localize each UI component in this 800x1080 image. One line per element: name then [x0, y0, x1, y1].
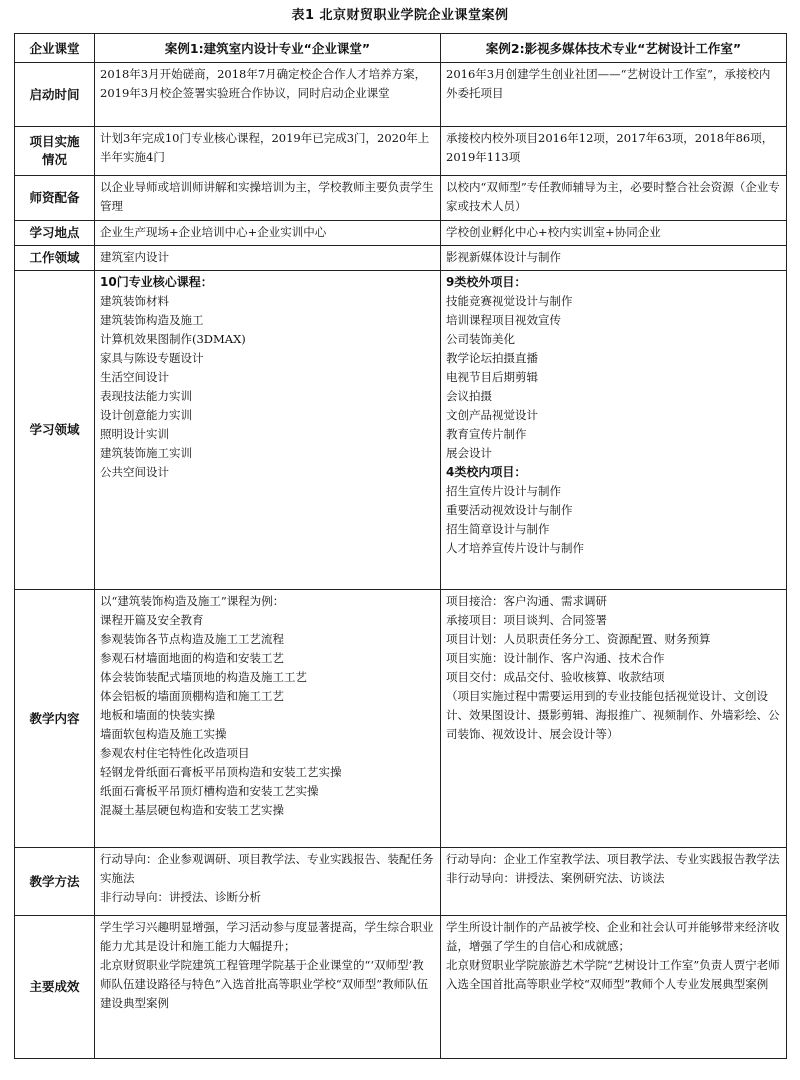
content-item: 墙面软包构造及施工实操 — [100, 727, 227, 741]
header-row — [15, 34, 787, 63]
content-item: 承接项目：项目谈判、合同签署 — [446, 613, 607, 627]
row-label: 启动时间 — [15, 63, 95, 127]
cell-case1 — [95, 590, 441, 848]
content-item: 项目交付：成品交付、验收核算、收款结项 — [446, 670, 665, 684]
project-item: 技能竞赛视觉设计与制作 — [446, 294, 573, 308]
project-item: 培训课程项目视效宣传 — [446, 313, 561, 327]
row-label-line: 项目实施 — [29, 134, 80, 149]
result-text: 北京财贸职业学院建筑工程管理学院基于企业课堂的“‘双师型’教师队伍建设路径与特色”入选首批高等职业学校“双师型”教师队伍建设典型案例 — [100, 958, 429, 1010]
external-projects-heading: 9类校外项目： — [446, 275, 527, 289]
cell-case2 — [441, 63, 787, 127]
project-item: 文创产品视觉设计 — [446, 408, 538, 422]
cell-case2: 学校创业孵化中心+校内实训室+协同企业 — [441, 221, 787, 246]
cell-text: 2016年3月创建学生创业社团——“艺树设计工作室”，承接校内外委托项目 — [446, 67, 771, 100]
content-item: 项目接洽：客户沟通、需求调研 — [446, 594, 607, 608]
row-work-field — [15, 246, 787, 271]
result-text: 学生学习兴趣明显增强，学习活动参与度显著提高，学生综合职业能力尤其是设计和施工能力大幅提升； — [100, 920, 434, 953]
project-item: 电视节目后期剪辑 — [446, 370, 538, 384]
row-learning-field — [15, 271, 787, 590]
project-item: 教育宣传片制作 — [446, 427, 527, 441]
content-item: 纸面石膏板平吊顶灯槽构造和安装工艺实操 — [100, 784, 319, 798]
project-item: 招生简章设计与制作 — [446, 522, 550, 536]
cell-text: 以企业导师或培训师讲解和实操培训为主，学校教师主要负责学生管理 — [100, 180, 434, 213]
content-item: 项目实施：设计制作、客户沟通、技术合作 — [446, 651, 665, 665]
method-action: 行动导向：企业工作室教学法、项目教学法、专业实践报告教学法 — [446, 852, 780, 866]
row-teachers — [15, 176, 787, 221]
course-item: 计算机效果图制作(3DMAX) — [100, 332, 246, 346]
content-item: 参观农村住宅特性化改造项目 — [100, 746, 250, 760]
course-item: 建筑装饰构造及施工 — [100, 313, 204, 327]
internal-projects-heading: 4类校内项目： — [446, 465, 527, 479]
cell-case1 — [95, 127, 441, 176]
project-item: 教学论坛拍摄直播 — [446, 351, 538, 365]
cell-case1 — [95, 63, 441, 127]
row-label: 教学内容 — [15, 590, 95, 848]
row-label: 教学方法 — [15, 848, 95, 916]
cell-case1 — [95, 176, 441, 221]
cell-text: 计划3年完成10门专业核心课程，2019年已完成3门，2020年上半年实施4门 — [100, 131, 430, 164]
courses-heading: 10门专业核心课程： — [100, 275, 213, 289]
course-item: 表现技法能力实训 — [100, 389, 192, 403]
method-non-action: 非行动导向：讲授法、诊断分析 — [100, 890, 261, 904]
project-item: 重要活动视效设计与制作 — [446, 503, 573, 517]
row-location — [15, 221, 787, 246]
row-label: 师资配备 — [15, 176, 95, 221]
header-case-2: 案例2:影视多媒体技术专业“艺树设计工作室” — [441, 34, 787, 63]
cell-case2 — [441, 271, 787, 590]
cell-text: 以校内“双师型”专任教师辅导为主，必要时整合社会资源（企业专家或技术人员） — [446, 180, 780, 213]
project-item: 展会设计 — [446, 446, 492, 460]
row-teaching-content — [15, 590, 787, 848]
project-item: 招生宣传片设计与制作 — [446, 484, 561, 498]
content-item: 地板和墙面的快装实操 — [100, 708, 215, 722]
content-item: 以“建筑装饰构造及施工”课程为例： — [100, 594, 285, 608]
content-item: 体会装饰装配式墙顶地的构造及施工工艺 — [100, 670, 307, 684]
row-project — [15, 127, 787, 176]
row-label: 工作领域 — [15, 246, 95, 271]
row-label: 主要成效 — [15, 916, 95, 1059]
header-case-1: 案例1:建筑室内设计专业“企业课堂” — [95, 34, 441, 63]
cell-text: 2018年3月开始磋商，2018年7月确定校企合作人才培养方案，2019年3月校企签署实验班合作协议，同时启动企业课堂 — [100, 67, 427, 100]
row-label: 学习领域 — [15, 271, 95, 590]
row-label-line: 情况 — [41, 152, 67, 167]
header-enterprise-class: 企业课堂 — [15, 34, 95, 63]
cell-case2 — [441, 590, 787, 848]
course-item: 照明设计实训 — [100, 427, 169, 441]
cell-case1: 企业生产现场+企业培训中心+企业实训中心 — [95, 221, 441, 246]
content-note: （项目实施过程中需要运用到的专业技能包括视觉设计、文创设计、效果图设计、摄影剪辑、海报推广、视频制作、外墙彩绘、公司装饰、视效设计、展会设计等） — [446, 689, 780, 741]
cell-case1 — [95, 916, 441, 1059]
cell-case1: 建筑室内设计 — [95, 246, 441, 271]
content-item: 混凝土基层硬包构造和安装工艺实操 — [100, 803, 284, 817]
row-teaching-method — [15, 848, 787, 916]
cell-case1 — [95, 271, 441, 590]
content-item: 课程开篇及安全教育 — [100, 613, 204, 627]
cell-case1 — [95, 848, 441, 916]
cell-case2 — [441, 848, 787, 916]
content-item: 项目计划：人员职责任务分工、资源配置、财务预算 — [446, 632, 711, 646]
course-item: 建筑装饰施工实训 — [100, 446, 192, 460]
cell-text: 承接校内校外项目2016年12项，2017年63项，2018年86项，2019年113项 — [446, 131, 774, 164]
case-table — [14, 33, 787, 1059]
project-item: 会议拍摄 — [446, 389, 492, 403]
result-text: 学生所设计制作的产品被学校、企业和社会认可并能够带来经济收益，增强了学生的自信心和成就感； — [446, 920, 780, 953]
row-start-time — [15, 63, 787, 127]
project-item: 人才培养宣传片设计与制作 — [446, 541, 584, 555]
table-title: 表1 北京财贸职业学院企业课堂案例 — [291, 8, 509, 23]
course-item: 设计创意能力实训 — [100, 408, 192, 422]
project-item: 公司装饰美化 — [446, 332, 515, 346]
content-item: 参观石材墙面地面的构造和安装工艺 — [100, 651, 284, 665]
content-item: 体会铝板的墙面顶棚构造和施工工艺 — [100, 689, 284, 703]
row-main-results — [15, 916, 787, 1059]
content-item: 参观装饰各节点构造及施工工艺流程 — [100, 632, 284, 646]
course-item: 公共空间设计 — [100, 465, 169, 479]
content-item: 轻钢龙骨纸面石膏板平吊顶构造和安装工艺实操 — [100, 765, 342, 779]
course-item: 建筑装饰材料 — [100, 294, 169, 308]
row-label: 学习地点 — [15, 221, 95, 246]
method-non-action: 非行动导向：讲授法、案例研究法、访谈法 — [446, 871, 665, 885]
course-item: 生活空间设计 — [100, 370, 169, 384]
course-item: 家具与陈设专题设计 — [100, 351, 204, 365]
method-action: 行动导向：企业参观调研、项目教学法、专业实践报告、装配任务实施法 — [100, 852, 434, 885]
cell-case2 — [441, 176, 787, 221]
cell-case2: 影视新媒体设计与制作 — [441, 246, 787, 271]
row-label — [15, 127, 95, 176]
result-text: 北京财贸职业学院旅游艺术学院“艺树设计工作室”负责人贾宁老师入选全国首批高等职业学校“双师型”教师个人专业发展典型案例 — [446, 958, 780, 991]
cell-case2 — [441, 916, 787, 1059]
cell-case2 — [441, 127, 787, 176]
